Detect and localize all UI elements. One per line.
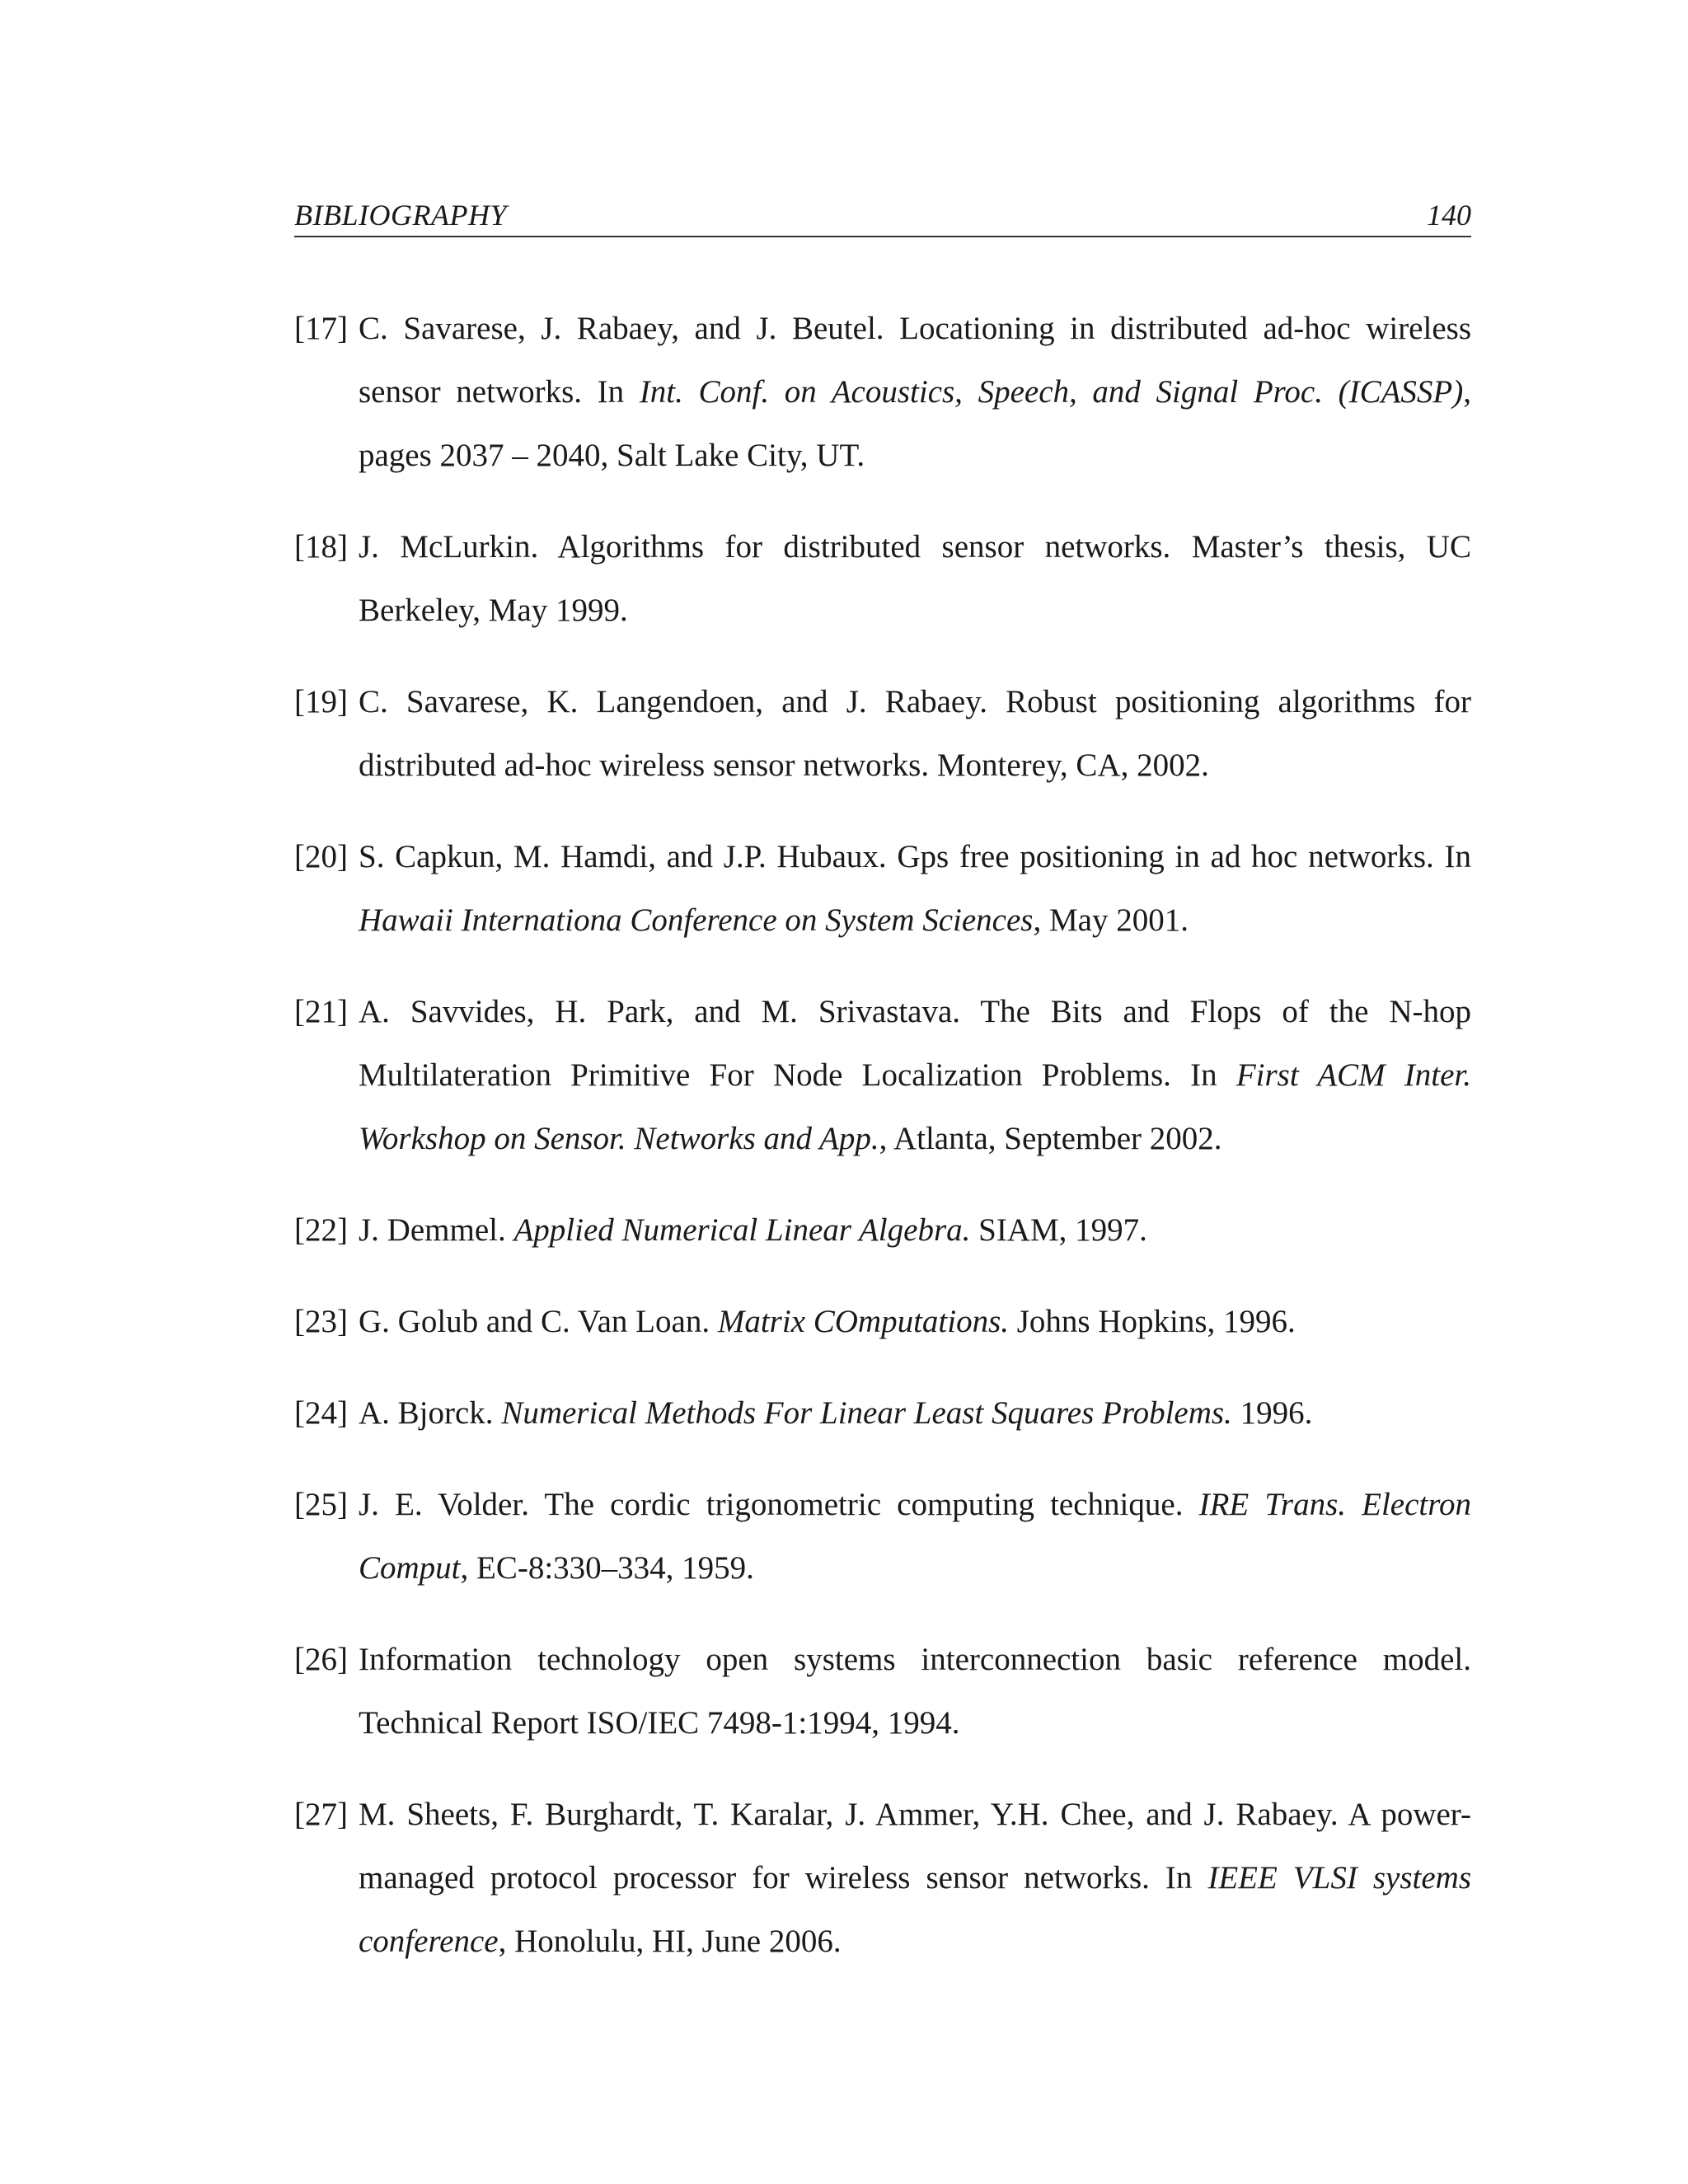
reference-entry	[294, 297, 1471, 487]
header-title: BIBLIOGRAPHY	[294, 199, 507, 232]
reference-number: [18]	[294, 529, 348, 565]
reference-text-segment: SIAM, 1997.	[970, 1212, 1147, 1248]
reference-title: Applied Numerical Linear Algebra.	[513, 1212, 971, 1248]
reference-text-segment: J. McLurkin. Algorithms for distributed sensor networks. Master’s thesis, UC Berkeley, May 1999.	[359, 529, 1471, 628]
reference-entry	[294, 670, 1471, 797]
reference-text	[359, 1198, 1471, 1262]
reference-text	[359, 670, 1471, 797]
reference-title: Matrix COmputations.	[717, 1304, 1009, 1339]
reference-text	[359, 980, 1471, 1170]
reference-list	[294, 297, 1471, 2001]
reference-venue: First ACM Inter. Workshop on Sensor. Networks and App.	[359, 1057, 1471, 1156]
reference-venue: IRE Trans. Electron Comput	[359, 1487, 1471, 1586]
reference-title: Numerical Methods For Linear Least Squares Problems.	[501, 1395, 1232, 1431]
reference-text-segment: , pages 2037 – 2040, Salt Lake City, UT.	[359, 374, 1471, 473]
reference-entry	[294, 515, 1471, 642]
reference-venue: Hawaii Internationa Conference on System Sciences	[359, 902, 1034, 938]
reference-text-segment: C. Savarese, K. Langendoen, and J. Rabaey. Robust positioning algorithms for distributed ad-hoc wireless sensor networks. Monterey, CA, 2002.	[359, 684, 1471, 783]
reference-number: [25]	[294, 1487, 348, 1522]
reference-entry	[294, 1783, 1471, 1973]
reference-number: [26]	[294, 1642, 348, 1677]
reference-text-segment: A. Bjorck.	[359, 1395, 502, 1431]
reference-text-segment: J. E. Volder. The cordic trigonometric computing technique.	[359, 1487, 1199, 1522]
reference-text-segment: G. Golub and C. Van Loan.	[359, 1304, 718, 1339]
reference-venue: Int. Conf. on Acoustics, Speech, and Signal Proc. (ICASSP)	[639, 374, 1464, 410]
reference-text-segment: Johns Hopkins, 1996.	[1009, 1304, 1296, 1339]
reference-number: [20]	[294, 839, 348, 874]
reference-number: [17]	[294, 311, 348, 346]
reference-number: [21]	[294, 994, 348, 1029]
reference-text-segment: A. Savvides, H. Park, and M. Srivastava. The Bits and Flops of the N-hop Multilateration Primitive For Node Localization Problems. In	[359, 994, 1471, 1093]
reference-text-segment: , May 2001.	[1033, 902, 1189, 938]
reference-text-segment: J. Demmel.	[359, 1212, 514, 1248]
reference-text-segment: Information technology open systems interconnection basic reference model. Technical Report ISO/IEC 7498-1:1994, 1994.	[359, 1642, 1471, 1741]
reference-entry	[294, 1381, 1471, 1445]
reference-number: [23]	[294, 1304, 348, 1339]
reference-text-segment: S. Capkun, M. Hamdi, and J.P. Hubaux. Gps free positioning in ad hoc networks. In	[359, 839, 1471, 874]
reference-entry	[294, 1290, 1471, 1353]
running-header	[294, 191, 1471, 237]
reference-text	[359, 825, 1471, 952]
reference-text-segment: , Atlanta, September 2002.	[879, 1121, 1222, 1156]
reference-text-segment: C. Savarese, J. Rabaey, and J. Beutel. Locationing in distributed ad-hoc wireless sensor networks. In	[359, 311, 1471, 410]
reference-text-segment: , Honolulu, HI, June 2006.	[498, 1924, 842, 1959]
reference-text	[359, 1473, 1471, 1600]
reference-entry	[294, 1198, 1471, 1262]
reference-number: [22]	[294, 1212, 348, 1248]
page-number: 140	[1427, 199, 1471, 232]
reference-text	[359, 515, 1471, 642]
reference-entry	[294, 825, 1471, 952]
reference-text	[359, 1628, 1471, 1755]
reference-entry	[294, 1628, 1471, 1755]
reference-number: [19]	[294, 684, 348, 719]
reference-venue: IEEE VLSI systems conference	[359, 1860, 1471, 1959]
reference-number: [24]	[294, 1395, 348, 1431]
reference-entry	[294, 1473, 1471, 1600]
reference-entry	[294, 980, 1471, 1170]
reference-number: [27]	[294, 1797, 348, 1832]
reference-text	[359, 1290, 1471, 1353]
reference-text	[359, 1381, 1471, 1445]
reference-text-segment: , EC-8:330–334, 1959.	[460, 1550, 754, 1586]
reference-text	[359, 297, 1471, 487]
reference-text-segment: M. Sheets, F. Burghardt, T. Karalar, J. Ammer, Y.H. Chee, and J. Rabaey. A power-managed protocol processor for wireless sensor networks. In	[359, 1797, 1471, 1896]
reference-text	[359, 1783, 1471, 1973]
reference-text-segment: 1996.	[1231, 1395, 1313, 1431]
